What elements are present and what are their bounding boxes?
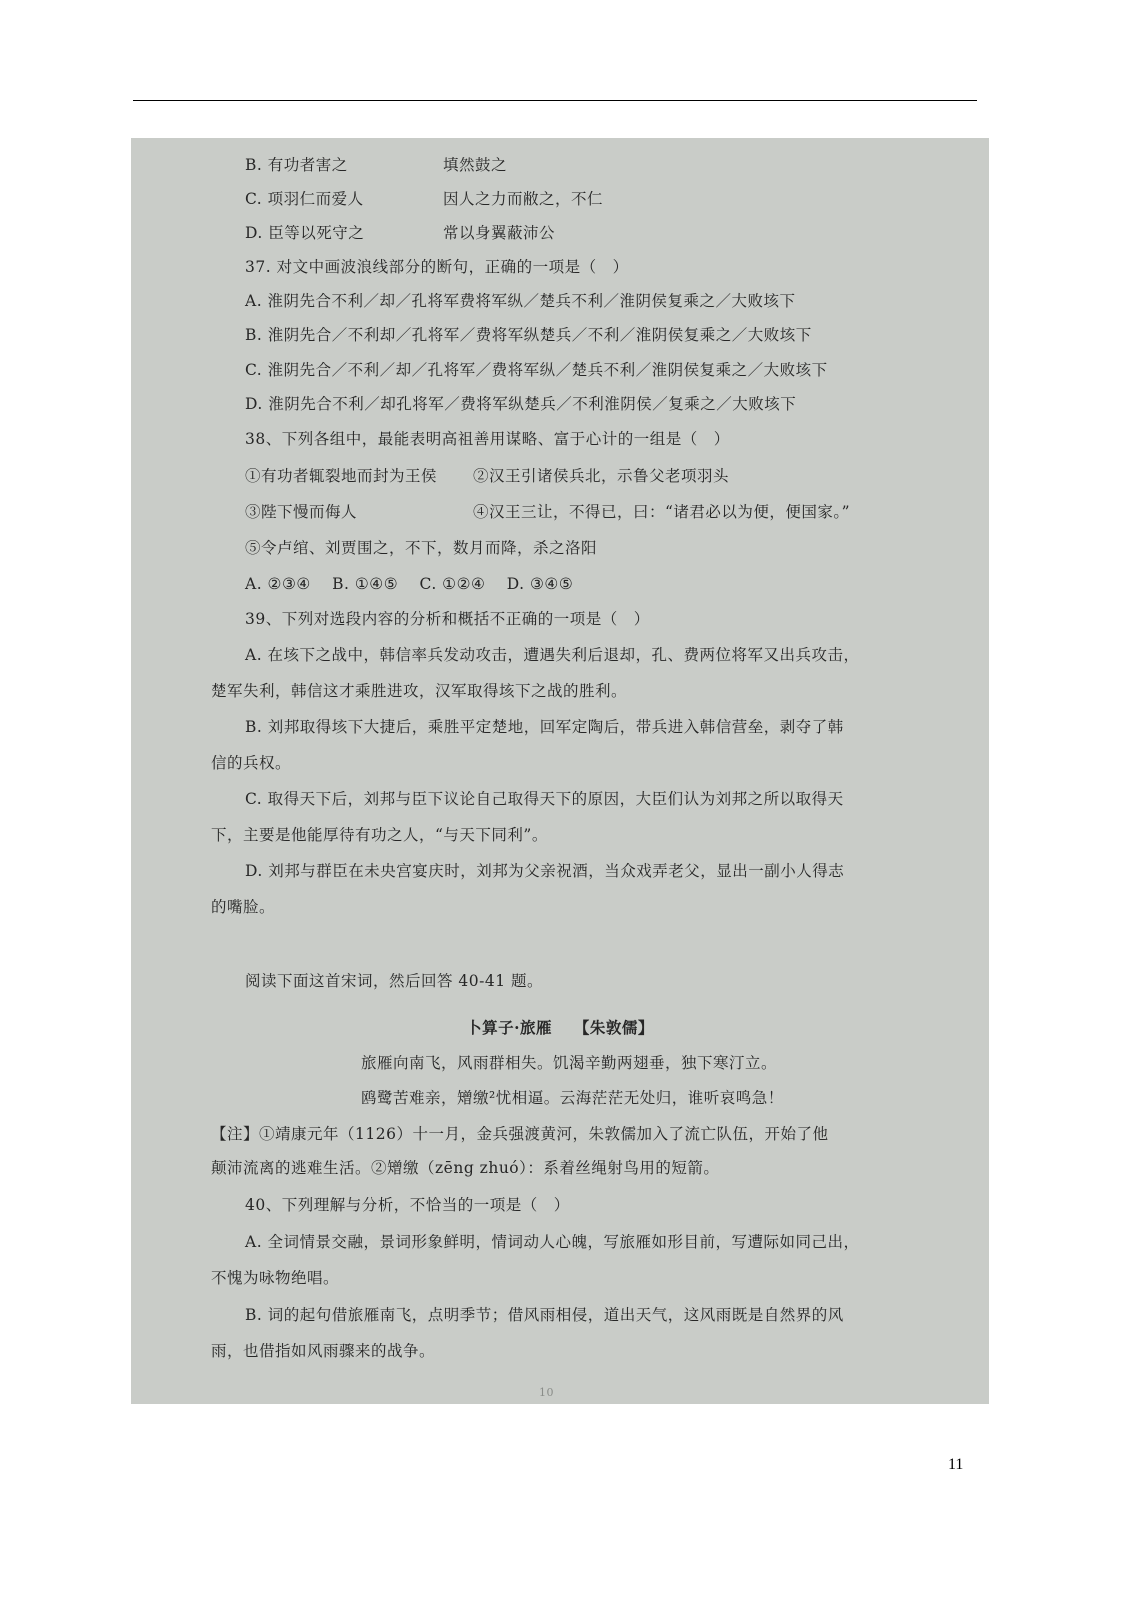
- q36-option-c-left: C. 项羽仁而爱人: [245, 190, 364, 208]
- q36-option-b-left: B. 有功者害之: [245, 156, 348, 174]
- q40-stem: 40、下列理解与分析，不恰当的一项是（ ）: [245, 1196, 570, 1214]
- q39-option-c-line1: C. 取得天下后，刘邦与臣下议论自己取得天下的原因，大臣们认为刘邦之所以取得天: [245, 790, 844, 808]
- q38-item-4: ④汉王三让，不得已，曰：“诸君必以为便，便国家。”: [473, 503, 851, 521]
- poem-note-line-2: 颠沛流离的逃难生活。②矰缴（zēng zhuó）：系着丝绳射鸟用的短箭。: [211, 1159, 720, 1177]
- q40-option-b-line2: 雨，也借指如风雨骤来的战争。: [211, 1342, 436, 1360]
- q39-stem: 39、下列对选段内容的分析和概括不正确的一项是（ ）: [245, 610, 650, 628]
- q37-option-d: D. 淮阴先合不利／却孔将军／费将军纵楚兵／不利淮阴侯／复乘之／大败垓下: [245, 395, 797, 413]
- q36-option-d-right: 常以身翼蔽沛公: [443, 224, 556, 242]
- photo-page-footer: 10: [539, 1386, 554, 1399]
- q38-stem: 38、下列各组中，最能表明高祖善用谋略、富于心计的一组是（ ）: [245, 430, 730, 448]
- q36-option-d-left: D. 臣等以死守之: [245, 224, 365, 242]
- q38-options: A. ②③④ B. ①④⑤ C. ①②④ D. ③④⑤: [245, 575, 574, 593]
- q39-option-d-line2: 的嘴脸。: [211, 898, 276, 916]
- header-rule: [133, 100, 977, 101]
- q39-option-a-line2: 楚军失利，韩信这才乘胜进攻，汉军取得垓下之战的胜利。: [211, 682, 628, 700]
- q39-option-d-line1: D. 刘邦与群臣在未央宫宴庆时，刘邦为父亲祝酒，当众戏弄老父，显出一副小人得志: [245, 862, 845, 880]
- q39-option-a-line1: A. 在垓下之战中，韩信率兵发动攻击，遭遇失利后退却，孔、费两位将军又出兵攻击，: [245, 646, 860, 664]
- q38-item-2: ②汉王引诸侯兵北，示鲁父老项羽头: [473, 467, 730, 485]
- page-number: 11: [948, 1456, 964, 1473]
- q37-stem: 37. 对文中画波浪线部分的断句，正确的一项是（ ）: [245, 258, 629, 276]
- exam-page-photo: [131, 138, 989, 1404]
- q38-item-1: ①有功者辄裂地而封为王侯: [245, 467, 438, 485]
- q40-option-b-line1: B. 词的起句借旅雁南飞，点明季节；借风雨相侵，道出天气，这风雨既是自然界的风: [245, 1306, 844, 1324]
- q40-option-a-line1: A. 全词情景交融，景词形象鲜明，情词动人心魄，写旅雁如形目前，写遭际如同己出，: [245, 1233, 860, 1251]
- q40-option-a-line2: 不愧为咏物绝唱。: [211, 1269, 340, 1287]
- q37-option-c: C. 淮阴先合／不利／却／孔将军／费将军纵／楚兵不利／淮阴侯复乘之／大败垓下: [245, 361, 828, 379]
- q39-option-c-line2: 下，主要是他能厚待有功之人，“与天下同利”。: [211, 826, 548, 844]
- poem-line-2: 鸥鹭苦难亲，矰缴²忧相逼。云海茫茫无处归，谁听哀鸣急！: [361, 1089, 784, 1107]
- q38-item-5: ⑤令卢绾、刘贾围之，不下，数月而降，杀之洛阳: [245, 539, 598, 557]
- poem-title: 卜算子·旅雁 【朱敦儒】: [466, 1018, 654, 1037]
- poem-intro: 阅读下面这首宋词，然后回答 40-41 题。: [245, 972, 544, 990]
- q39-option-b-line2: 信的兵权。: [211, 754, 292, 772]
- poem-note-line-1: 【注】①靖康元年（1126）十一月，金兵强渡黄河，朱敦儒加入了流亡队伍，开始了他: [211, 1125, 829, 1143]
- q39-option-b-line1: B. 刘邦取得垓下大捷后，乘胜平定楚地，回军定陶后，带兵进入韩信营垒，剥夺了韩: [245, 718, 844, 736]
- poem-line-1: 旅雁向南飞，风雨群相失。饥渴辛勤两翅垂，独下寒汀立。: [361, 1054, 778, 1072]
- q37-option-b: B. 淮阴先合／不利却／孔将军／费将军纵楚兵／不利／淮阴侯复乘之／大败垓下: [245, 326, 812, 344]
- q36-option-b-right: 填然鼓之: [443, 156, 508, 174]
- q37-option-a: A. 淮阴先合不利／却／孔将军费将军纵／楚兵不利／淮阴侯复乘之／大败垓下: [245, 292, 796, 310]
- q36-option-c-right: 因人之力而敝之，不仁: [443, 190, 604, 208]
- q38-item-3: ③陛下慢而侮人: [245, 503, 358, 521]
